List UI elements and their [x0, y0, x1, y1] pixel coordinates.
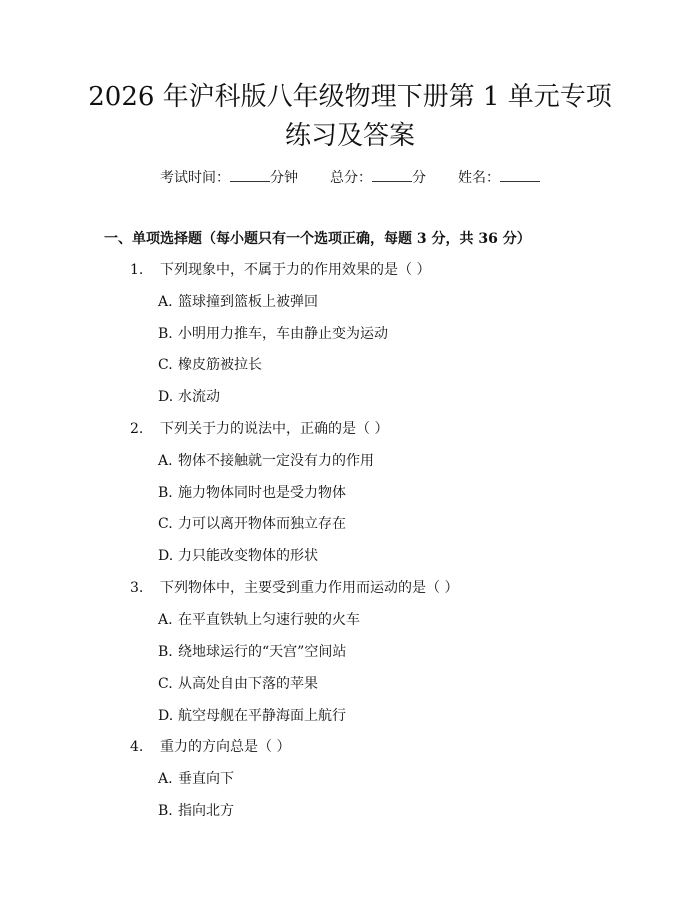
- question-1-option-b: [158, 324, 388, 344]
- question-2-option-c: [158, 514, 346, 534]
- question-1: [130, 260, 430, 280]
- question-text: 下列关于力的说法中，正确的是（ ）: [160, 421, 389, 437]
- question-1-option-c: [158, 355, 262, 375]
- option-letter: C.: [158, 676, 173, 692]
- document-title-line-1: 2026 年沪科版八年级物理下册第 1 单元专项: [88, 82, 612, 112]
- question-2-option-a: [158, 451, 374, 471]
- option-letter: B.: [158, 644, 173, 660]
- option-letter: A.: [158, 453, 173, 469]
- question-3-option-b: [158, 642, 346, 662]
- time-unit: 分钟: [270, 170, 298, 186]
- option-text: 施力物体同时也是受力物体: [178, 485, 346, 501]
- option-letter: A.: [158, 771, 173, 787]
- time-blank: [230, 167, 270, 182]
- option-text: 篮球撞到篮板上被弹回: [178, 294, 318, 310]
- option-text: 垂直向下: [178, 771, 234, 787]
- question-number: 4.: [130, 739, 144, 755]
- question-2-option-b: [158, 483, 346, 503]
- option-letter: D.: [158, 548, 174, 564]
- option-text: 水流动: [178, 389, 220, 405]
- option-text: 指向北方: [178, 803, 234, 819]
- question-number: 1.: [130, 262, 144, 278]
- exam-info-line: [0, 167, 700, 188]
- option-text: 从高处自由下落的苹果: [178, 676, 318, 692]
- option-text: 力只能改变物体的形状: [178, 548, 318, 564]
- question-text: 下列物体中，主要受到重力作用而运动的是（ ）: [160, 580, 459, 596]
- question-1-option-a: [158, 292, 318, 312]
- question-number: 3.: [130, 580, 144, 596]
- question-number: 2.: [130, 421, 144, 437]
- question-1-option-d: [158, 387, 220, 407]
- section-heading-single-choice: 一、单项选择题（每小题只有一个选项正确，每题 3 分，共 36 分）: [104, 231, 531, 247]
- option-text: 在平直铁轨上匀速行驶的火车: [178, 612, 360, 628]
- option-text: 物体不接触就一定没有力的作用: [178, 453, 374, 469]
- time-label: 考试时间：: [160, 170, 230, 186]
- question-text: 下列现象中，不属于力的作用效果的是（ ）: [160, 262, 431, 278]
- name-label: 姓名：: [458, 170, 500, 186]
- question-3-option-a: [158, 610, 360, 630]
- option-letter: B.: [158, 803, 173, 819]
- question-text: 重力的方向总是（ ）: [160, 739, 291, 755]
- question-3-option-d: [158, 706, 346, 726]
- option-letter: C.: [158, 357, 173, 373]
- option-letter: C.: [158, 516, 173, 532]
- score-blank: [372, 167, 412, 182]
- question-3-option-c: [158, 674, 318, 694]
- option-letter: A.: [158, 294, 173, 310]
- option-letter: B.: [158, 326, 173, 342]
- document-title-line-2: 练习及答案: [284, 121, 415, 151]
- score-unit: 分: [412, 170, 426, 186]
- question-2: [130, 419, 388, 439]
- question-4: [130, 737, 290, 757]
- name-blank: [500, 167, 540, 182]
- option-letter: D.: [158, 708, 174, 724]
- option-text: 航空母舰在平静海面上航行: [178, 708, 346, 724]
- option-text: 橡皮筋被拉长: [178, 357, 262, 373]
- option-text: 小明用力推车，车由静止变为运动: [178, 326, 388, 342]
- question-2-option-d: [158, 546, 318, 566]
- option-text: 力可以离开物体而独立存在: [178, 516, 346, 532]
- question-3: [130, 578, 458, 598]
- option-text: 绕地球运行的“天宫”空间站: [178, 644, 347, 660]
- question-4-option-a: [158, 769, 234, 789]
- option-letter: B.: [158, 485, 173, 501]
- score-label: 总分：: [330, 170, 372, 186]
- option-letter: A.: [158, 612, 173, 628]
- option-letter: D.: [158, 389, 174, 405]
- question-4-option-b: [158, 801, 234, 821]
